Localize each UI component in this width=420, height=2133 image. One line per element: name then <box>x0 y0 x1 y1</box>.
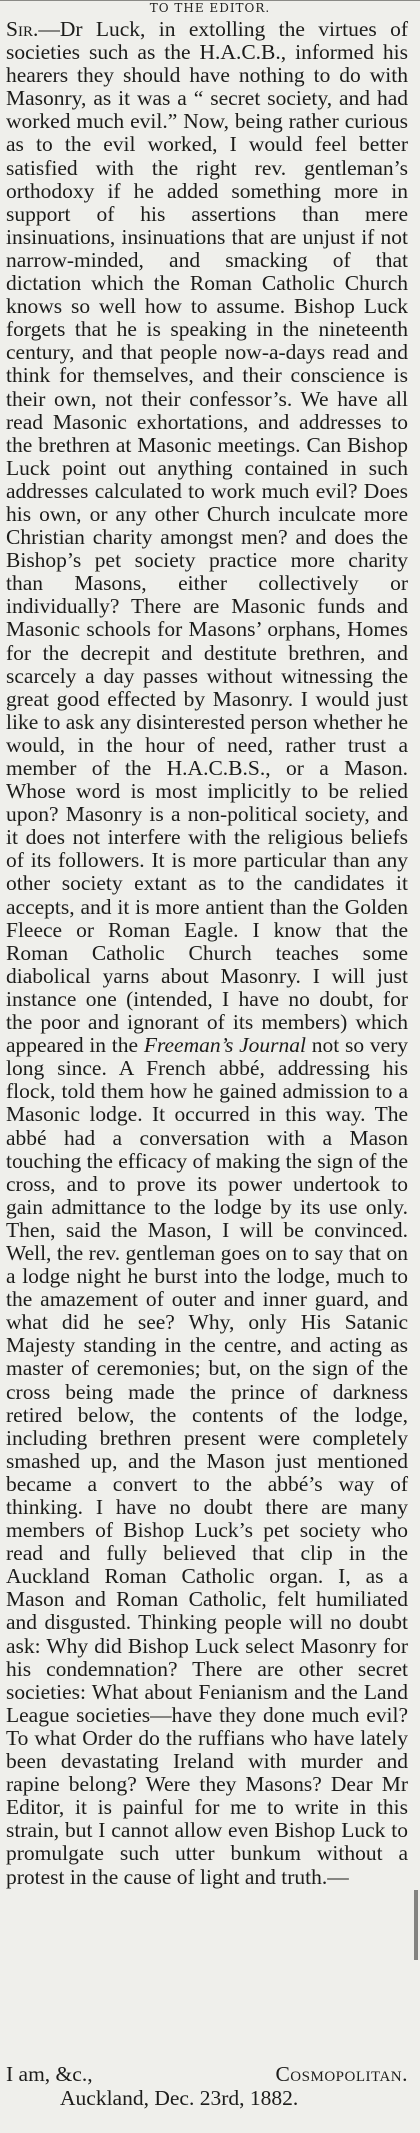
place-date: Auckland, Dec. 23rd, 1882. <box>60 2086 299 2110</box>
letter-column <box>6 18 408 1889</box>
body-text: Dr Luck, in extolling the virtues of societies such as the H.A.C.B., informed his hearers they should have nothing to do with Masonry, as it was a “ secret society, and had worked much evil.” Now, being rather curious as to the evil worked, I would feel better satisfied with the right rev. gentleman’s orthodoxy if he added something more in support of his assertions than mere insinuations, insinuations that are unjust if not narrow-minded, and smacking of that dictation which the Roman Catholic Church knows so well how to assume. Bishop Luck forgets that he is speaking in the nineteenth century, and that people now-a-days read and think for themselves, and their conscience is their own, not their confessor’s. We have all read Masonic exhortations, and addresses to the brethren at Masonic meetings. Can Bishop Luck point out anything contained in such addresses calculated to work much evil? Does his own, or any other Church inculcate more Christian charity amongst men? and does the Bishop’s pet society practice more charity than Masons, either collectively or individually? There are Masonic funds and Masonic schools for Masons’ orphans, Homes for the decrepit and destitute brethren, and scarcely a day passes without witnessing the great good effected by Masonry. I would just like to ask any disinterested person whether he would, in the hour of need, rather trust a member of the H.A.C.B.S., or a Mason. Whose word is most implicitly to be relied upon? Masonry is a non-political society, and it does not interfere with the religious beliefs of its followers. It is more particular than any other society extant as to the candidates it accepts, and it is more antient than the Golden Fleece or Roman Eagle. I know that the Roman Catholic Church teaches some diabolical yarns about Masonry. I will just instance one (intended, I have no doubt, for the poor and ignorant of its members) which appeared in the <box>6 17 408 1058</box>
journal-name: Freeman’s Journal <box>143 1033 307 1058</box>
closing: I am, &c., <box>6 2062 93 2086</box>
salutation: Sir.— <box>6 17 60 41</box>
letter-body <box>6 18 408 1889</box>
letter-heading: TO THE EDITOR. <box>149 1 271 15</box>
margin-ink-mark <box>414 1890 418 1960</box>
closing-line <box>6 2063 408 2086</box>
signature: Cosmopolitan. <box>275 2062 408 2086</box>
body-text-2: not so very long since. A French abbé, addressing his flock, told them how he gained admission to a Masonic lodge. It occurred in this way. The abbé had a conversation with a Mason touching the efficacy of making the sign of the cross, and to prove its power undertook to gain admittance to the lodge by its use only. Then, said the Mason, I will be convinced. Well, the rev. gentleman goes on to say that on a lodge night he burst into the lodge, much to the amazement of outer and inner guard, and what did he see? Why, only His Satanic Majesty standing in the centre, and acting as master of ceremonies; but, on the sign of the cross being made the prince of darkness retired below, the contents of the lodge, including brethren present were completely smashed up, and the Mason just mentioned became a convert to the abbé’s way of thinking. I have no doubt there are many members of Bishop Luck’s pet society who read and fully believed that clip in the Auckland Roman Catholic organ. I, as a Mason and Roman Catholic, felt humiliated and disgusted. Thinking people will no doubt ask: Why did Bishop Luck select Masonry for his condemnation? There are other secret societies: What about Fenianism and the Land League societies—have they done much evil? To what Order do the ruffians who have lately been devastating Ireland with murder and rapine belong? Were they Masons? Dear Mr Editor, it is painful for me to write in this strain, but I cannot allow even Bishop Luck to promulgate such utter bunkum without a protest in the cause of light and truth.— <box>6 1033 409 1889</box>
